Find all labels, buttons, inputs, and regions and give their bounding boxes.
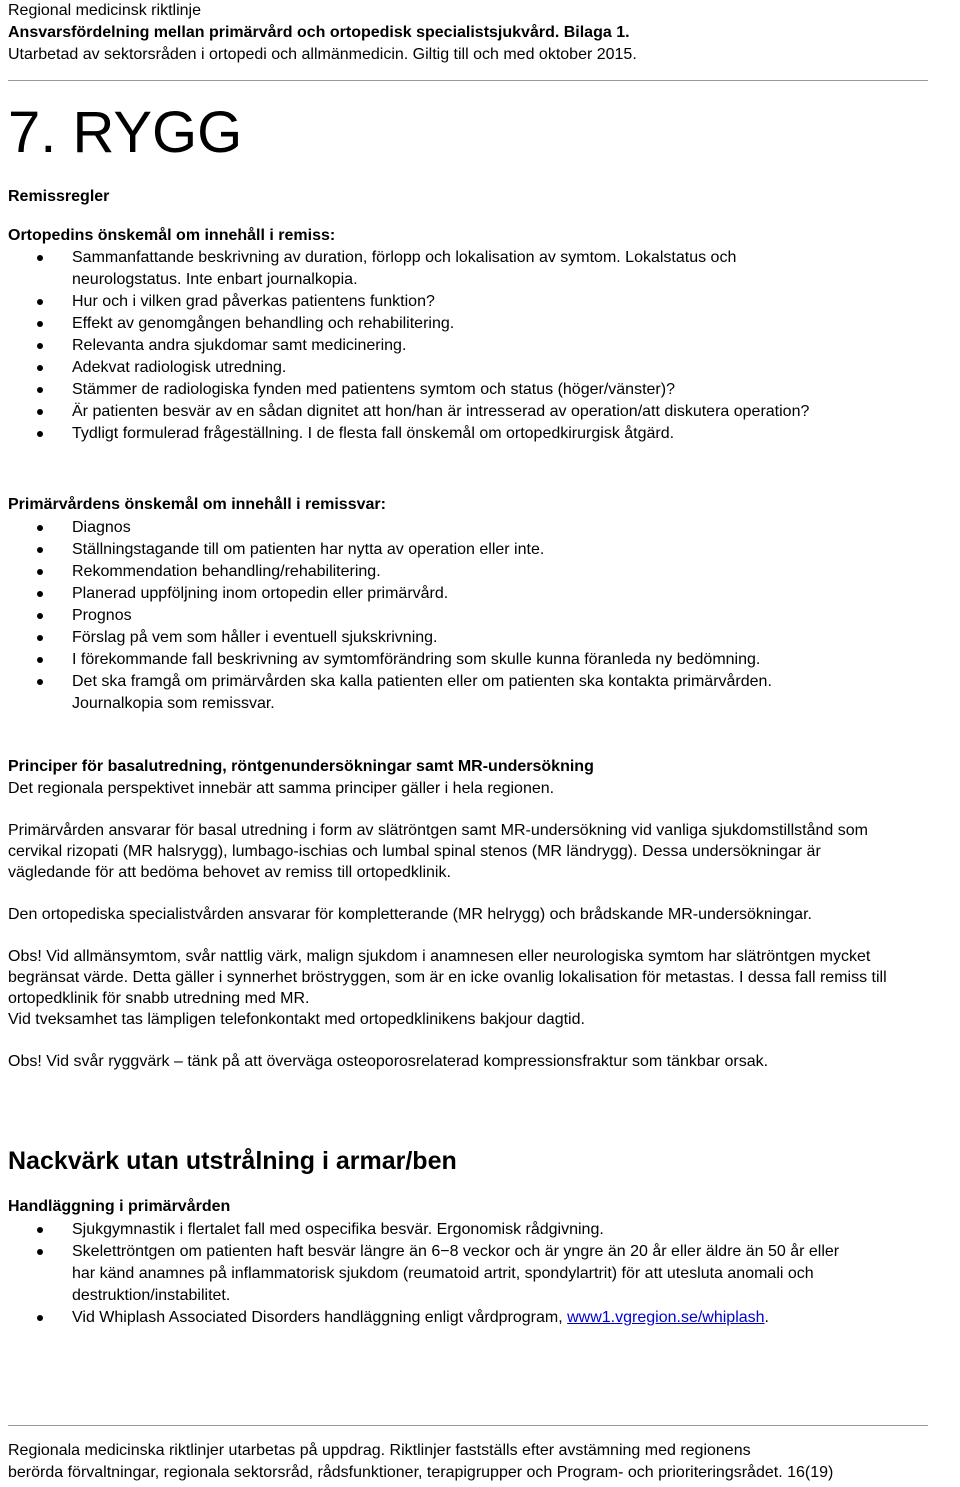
header-validity: Utarbetad av sektorsråden i ortopedi och allmänmedicin. Giltig till och med oktober 2015. [8, 46, 637, 63]
list-item: Relevanta andra sjukdomar samt medicinering. [8, 335, 842, 357]
primarvard-section [8, 494, 938, 715]
principer-section [8, 756, 938, 1072]
list-item: Tydligt formulerad frågeställning. I de flesta fall önskemål om ortopedkirurgisk åtgärd. [8, 423, 842, 445]
list-item: Adekvat radiologisk utredning. [8, 357, 842, 379]
principer-intro: Det regionala perspektivet innebär att samma principer gäller i hela regionen. [8, 780, 555, 797]
principer-paragraph-3: Obs! Vid allmänsymtom, svår nattlig värk, malign sjukdom i anamnesen eller neurologiska symtom har slätröntgen mycket begränsat värde. Detta gäller i synnerhet bröstryggen, som är en icke ovanlig lokalisation för metastas. I dessa fall remiss till ortopedklinik för snabb utredning med MR. [8, 948, 887, 1007]
remissregler-section [8, 186, 938, 445]
list-item: Skelettröntgen om patienten haft besvär längre än 6−8 veckor och är yngre än 20 år eller äldre än 50 år eller har känd anamnes på inflammatorisk sjukdom (reumatoid artrit, spondylartrit) för att utesluta anomali och destruktion/instabilitet. [8, 1241, 842, 1307]
list-item: I förekommande fall beskrivning av symtomförändring som skulle kunna föranleda ny bedömning. [8, 649, 852, 671]
nackvark-list [8, 1219, 938, 1329]
principer-paragraph-3b: Vid tveksamhet tas lämpligen telefonkontakt med ortopedklinikens bakjour dagtid. [8, 1011, 585, 1028]
principer-paragraph-1: Primärvården ansvarar för basal utredning i form av slätröntgen samt MR-undersökning vid vanliga sjukdomstillstånd som cervikal rizopati (MR halsrygg), lumbago-ischias och lumbal spinal stenos (MR ländrygg). Dessa undersökningar är vägledande för att bedöma behovet av remiss till ortopedklinik. [8, 822, 868, 881]
footer-line-2 [8, 1462, 958, 1484]
principer-heading: Principer för basalutredning, röntgenundersökningar samt MR-undersökning [8, 758, 594, 775]
list-item: Är patienten besvär av en sådan dignitet att hon/han är intresserad av operation/att diskutera operation? [8, 401, 842, 423]
list-item-whiplash [8, 1307, 842, 1329]
list-item: Diagnos [8, 517, 852, 539]
list-item: Det ska framgå om primärvården ska kalla patienten eller om patienten ska kontakta primärvården. Journalkopia som remissvar. [8, 671, 852, 715]
list-item: Sjukgymnastik i flertalet fall med ospecifika besvär. Ergonomisk rådgivning. [8, 1219, 842, 1241]
list-item: Stämmer de radiologiska fynden med patientens symtom och status (höger/vänster)? [8, 379, 842, 401]
footer [8, 1440, 958, 1484]
header-subtitle: Ansvarsfördelning mellan primärvård och ortopedisk specialistsjukvård. Bilaga 1. [8, 24, 630, 41]
page-number: 16(19) [787, 1464, 834, 1481]
whiplash-text: Vid Whiplash Associated Disorders handläggning enligt vårdprogram, [72, 1309, 563, 1326]
list-item: Hur och i vilken grad påverkas patientens funktion? [8, 291, 842, 313]
footer-divider [8, 1425, 928, 1426]
primarvard-heading: Primärvårdens önskemål om innehåll i remissvar: [8, 496, 386, 513]
nackvark-subheading: Handläggning i primärvården [8, 1198, 231, 1215]
ortopedi-heading: Ortopedins önskemål om innehåll i remiss: [8, 227, 336, 244]
page-title: 7. RYGG [8, 100, 243, 165]
principer-paragraph-4: Obs! Vid svår ryggvärk – tänk på att överväga osteoporosrelaterad kompressionsfraktur som tänkbar orsak. [8, 1053, 769, 1070]
principer-paragraph-2: Den ortopediska specialistvården ansvarar för kompletterande (MR helrygg) och brådskande MR-undersökningar. [8, 906, 812, 923]
list-item: Effekt av genomgången behandling och rehabilitering. [8, 313, 842, 335]
list-item: Förslag på vem som håller i eventuell sjukskrivning. [8, 627, 852, 649]
list-item: Rekommendation behandling/rehabilitering. [8, 561, 852, 583]
nackvark-section [8, 1196, 938, 1329]
footer-line-1: Regionala medicinska riktlinjer utarbetas på uppdrag. Riktlinjer fastställs efter avstämning med regionens [8, 1442, 751, 1459]
whiplash-link[interactable]: www1.vgregion.se/whiplash [567, 1309, 765, 1326]
ortopedi-list [8, 247, 938, 445]
whiplash-end: . [764, 1309, 769, 1326]
remissregler-heading: Remissregler [8, 188, 110, 205]
list-item: Sammanfattande beskrivning av duration, förlopp och lokalisation av symtom. Lokalstatus och neurologstatus. Inte enbart journalkopia. [8, 247, 842, 291]
header-divider [8, 80, 928, 81]
list-item: Ställningstagande till om patienten har nytta av operation eller inte. [8, 539, 852, 561]
primarvard-list [8, 517, 938, 715]
running-header [8, 0, 948, 66]
header-title: Regional medicinsk riktlinje [8, 2, 201, 19]
list-item: Planerad uppföljning inom ortopedin eller primärvård. [8, 583, 852, 605]
footer-line-2-text: berörda förvaltningar, regionala sektorsråd, rådsfunktioner, terapigrupper och Program- och prioriteringsrådet. [8, 1464, 783, 1481]
nackvark-heading: Nackvärk utan utstrålning i armar/ben [8, 1147, 457, 1175]
list-item: Prognos [8, 605, 852, 627]
